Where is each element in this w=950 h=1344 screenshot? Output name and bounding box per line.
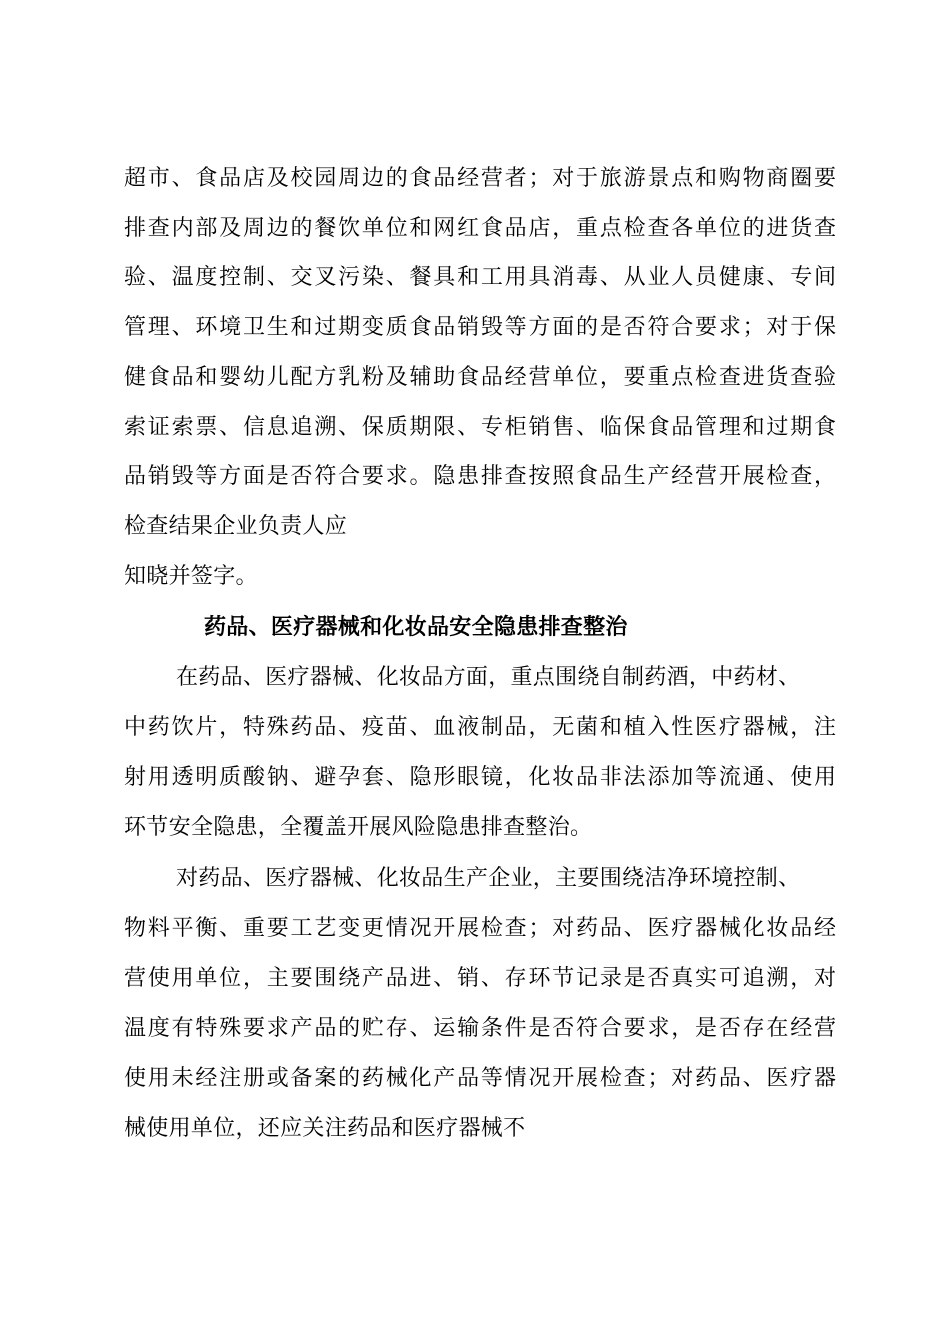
para1-line-2: 排查内部及周边的餐饮单位和网红食品店，重点检查各单位的进货查 bbox=[124, 216, 836, 241]
para1-line-8: 检查结果企业负责人应 bbox=[124, 514, 348, 539]
para2-line-2: 中药饮片，特殊药品、疫苗、血液制品，无菌和植入性医疗器械，注 bbox=[124, 715, 836, 740]
para1-line-9: 知晓并签字。 bbox=[124, 564, 258, 589]
para1-line-6: 索证索票、信息追溯、保质期限、专柜销售、临保食品管理和过期食 bbox=[124, 415, 836, 440]
para3-line-2: 物料平衡、重要工艺变更情况开展检查；对药品、医疗器械化妆品经 bbox=[124, 916, 836, 941]
para1-line-1: 超市、食品店及校园周边的食品经营者；对于旅游景点和购物商圈要 bbox=[124, 166, 836, 191]
para3-line-3: 营使用单位，主要围绕产品进、销、存环节记录是否真实可追溯，对 bbox=[124, 966, 836, 991]
para1-line-4: 管理、环境卫生和过期变质食品销毁等方面的是否符合要求；对于保 bbox=[124, 315, 836, 340]
para2-line-3: 射用透明质酸钠、避孕套、隐形眼镜，化妆品非法添加等流通、使用 bbox=[124, 765, 836, 790]
para1-line-5: 健食品和婴幼儿配方乳粉及辅助食品经营单位，要重点检查进货查验 bbox=[124, 365, 836, 390]
para1-line-3: 验、温度控制、交叉污染、餐具和工用具消毒、从业人员健康、专间 bbox=[124, 265, 836, 290]
para1-line-7: 品销毁等方面是否符合要求。隐患排查按照食品生产经营开展检查， bbox=[124, 464, 836, 489]
para2-line-1: 在药品、医疗器械、化妆品方面，重点围绕自制药酒，中药材、 bbox=[176, 665, 801, 690]
para3-line-1: 对药品、医疗器械、化妆品生产企业，主要围绕洁净环境控制、 bbox=[176, 866, 801, 891]
para3-line-6: 械使用单位，还应关注药品和医疗器械不 bbox=[124, 1116, 526, 1141]
para3-line-5: 使用未经注册或备案的药械化产品等情况开展检查；对药品、医疗器 bbox=[124, 1066, 836, 1091]
para2-line-4: 环节安全隐患，全覆盖开展风险隐患排查整治。 bbox=[124, 815, 593, 840]
section-heading: 药品、医疗器械和化妆品安全隐患排查整治 bbox=[204, 615, 628, 640]
para3-line-4: 温度有特殊要求产品的贮存、运输条件是否符合要求，是否存在经营 bbox=[124, 1016, 836, 1041]
